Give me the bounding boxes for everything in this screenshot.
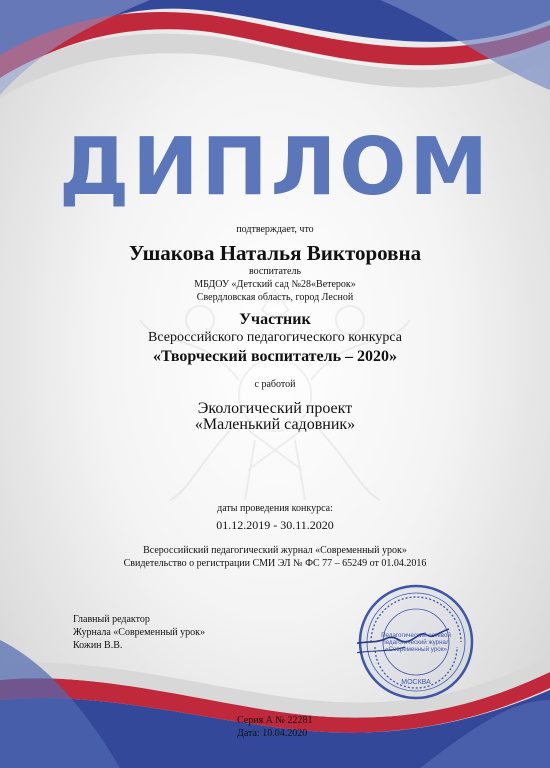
dates-label: даты проведения конкурса:	[217, 503, 333, 514]
contest-name: «Творческий воспитатель – 2020»	[152, 348, 398, 365]
editor-line-1: Главный редактор	[73, 614, 150, 625]
confirms-text: подтверждает, что	[236, 224, 314, 235]
work-title-line1: Экологический проект	[197, 400, 353, 417]
recipient-location: Свердловская область, город Лесной	[196, 292, 354, 303]
work-title-line2: «Маленький садовник»	[194, 416, 356, 433]
editor-block	[73, 613, 205, 652]
award-status: Участник	[239, 311, 311, 328]
diploma-title: ДИПЛОМ	[59, 121, 491, 213]
editor-line-3: Кожин В.В.	[73, 640, 123, 651]
stamp-city: МОСКВА	[401, 679, 431, 686]
editor-line-2: Журнала «Современный урок»	[73, 627, 206, 638]
stamp-inner-line-3: «Современный урок»	[385, 646, 447, 653]
recipient-organization: МБДОУ «Детский сад №28«Ветерок»	[194, 279, 356, 290]
stamp-seal	[357, 583, 475, 701]
stamp-inner-line-1: Педагогический сетевой	[381, 632, 451, 639]
journal-line: Всероссийский педагогический журнал «Современный урок»	[143, 545, 407, 556]
series-number: Серия А № 22281	[237, 715, 313, 726]
registration-line: Свидетельство о регистрации СМИ ЭЛ № ФС 77 – 65249 от 01.04.2016	[123, 558, 427, 569]
recipient-name: Ушакова Наталья Викторовна	[128, 241, 422, 265]
series-block	[237, 714, 312, 740]
recipient-position: воспитатель	[248, 266, 302, 277]
issue-date: Дата: 10.04.2020	[237, 728, 308, 739]
contest-type: Всероссийского педагогического конкурса	[148, 330, 402, 345]
dates-value: 01.12.2019 - 30.11.2020	[216, 518, 334, 532]
stamp-inner-line-2: педагогический журнал	[382, 639, 450, 646]
with-work-text: с работой	[254, 379, 296, 390]
